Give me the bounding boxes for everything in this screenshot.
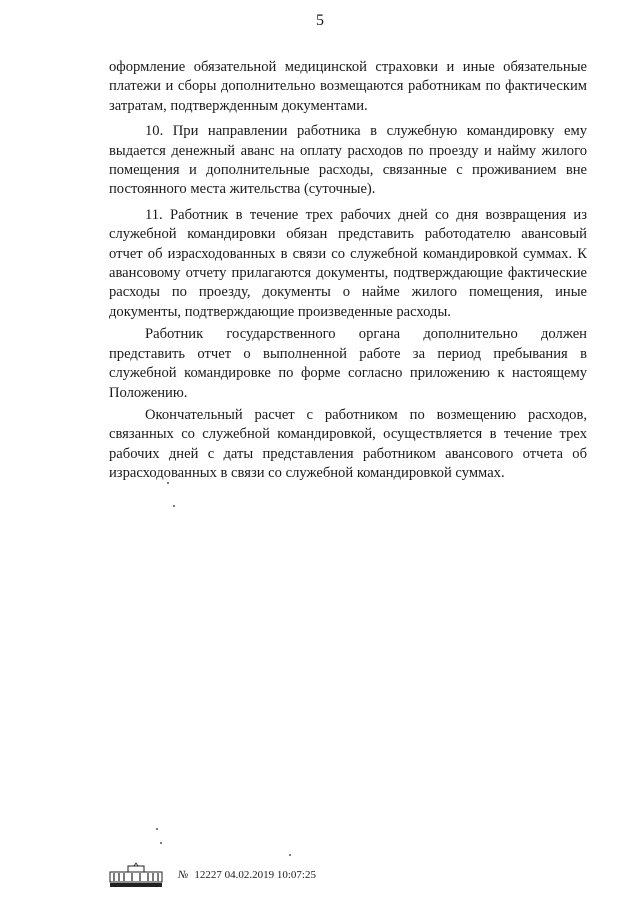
paragraph-item-10: 10. При направлении работника в служебную командировку ему выдается денежный аванс на оплату расходов по проезду и найму жилого помещения и дополнительные расходы, связанные с проживанием вне постоянного места жительства (суточные). — [109, 123, 587, 198]
paragraph-final-settlement: Окончательный расчет с работником по возмещению расходов, связанных со служебной командировкой, осуществляется в течение трех рабочих дней с даты представления работником авансового отчета об израсходованных в связи со служебной командировкой суммах. — [109, 406, 587, 482]
scan-speck — [156, 828, 158, 830]
government-building-logo — [108, 862, 164, 888]
scan-speck — [173, 505, 175, 507]
scan-speck — [289, 854, 291, 856]
scan-speck — [167, 482, 169, 484]
document-body — [109, 58, 587, 484]
registration-stamp — [178, 869, 316, 881]
paragraph-report-requirement: Работник государственного органа дополнительно должен представить отчет о выполненной работе за период пребывания в служебной командировке по форме согласно приложению к настоящему Положению. — [109, 326, 587, 401]
page-number: 5 — [316, 12, 324, 29]
document-stamp — [108, 862, 348, 892]
scan-speck — [160, 842, 162, 844]
paragraph-item-11: 11. Работник в течение трех рабочих дней со дня возвращения из служебной командировки обязан представить работодателю авансовый отчет об израсходованных в связи со служебной командировкой суммах. К авансовому отчету прилагаются документы, подтверждающие фактические расходы по проезду, документы о найме жилого помещения, иные документы, подтверждающие произведенные расходы. — [109, 206, 587, 320]
paragraph-continuation: оформление обязательной медицинской страховки и иные обязательные платежи и сборы дополнительно возмещаются работникам по фактическим затратам, подтвержденным документами. — [109, 59, 587, 114]
registration-number-datetime: 12227 04.02.2019 10:07:25 — [194, 869, 316, 881]
number-sign: № — [178, 869, 189, 881]
